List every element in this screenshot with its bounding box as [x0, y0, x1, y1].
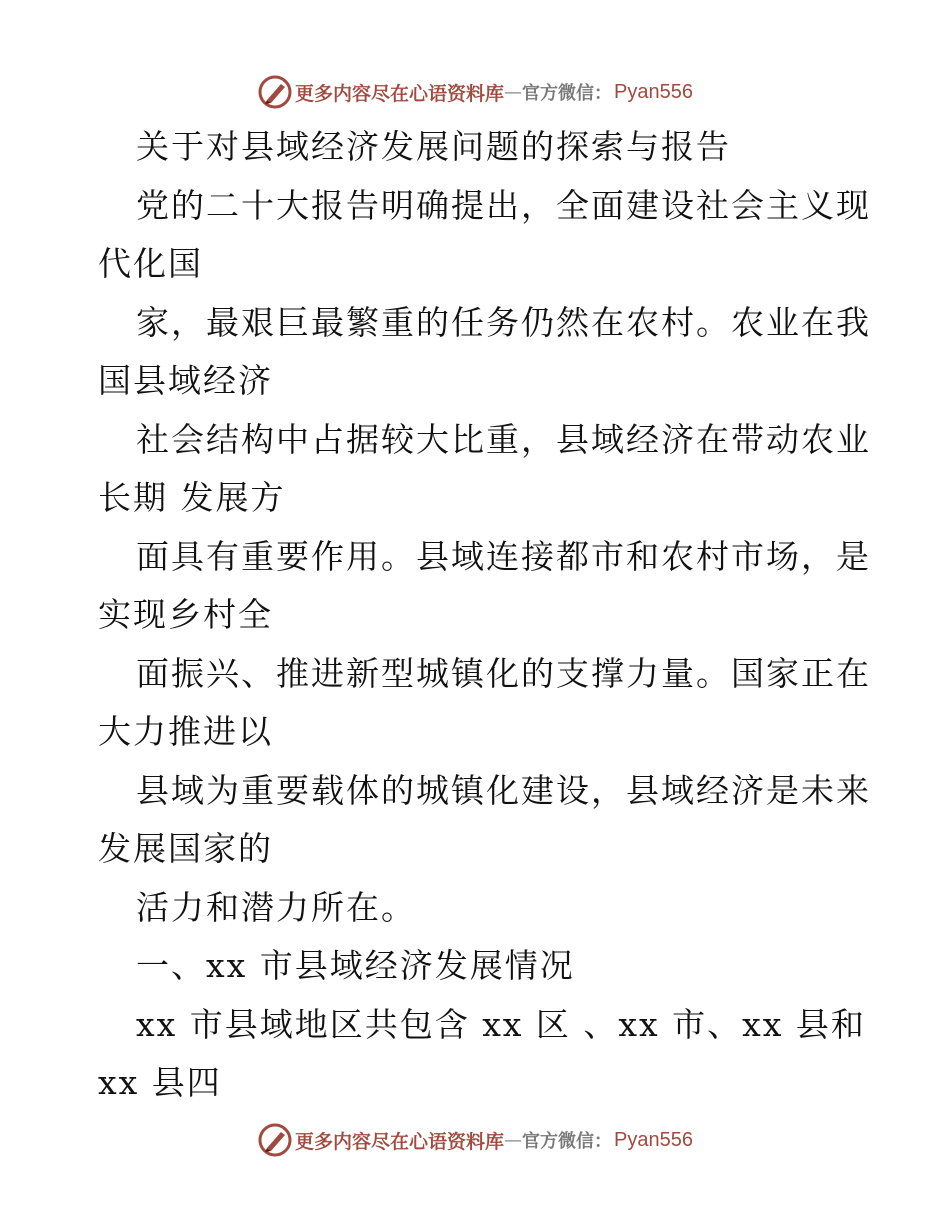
- watermark-wechat-label: 官方微信：: [522, 1131, 613, 1152]
- document-body: [98, 118, 871, 1113]
- watermark-text: 更多内容尽在心语资料库: [295, 1130, 505, 1153]
- pen-logo-icon: [257, 1122, 293, 1158]
- doc-title: 关于对县域经济发展问题的探索与报告: [136, 127, 731, 166]
- doc-line: xx 市县域地区共包含 xx 区 、xx 市、xx 县和: [136, 1004, 866, 1044]
- header-watermark: [0, 72, 950, 112]
- doc-line: 党的二十大报告明确提出，全面建设社会主义现: [136, 185, 871, 225]
- footer-watermark: [0, 1120, 950, 1160]
- doc-line: 长期 发展方: [98, 478, 286, 517]
- watermark-separator: —: [504, 81, 523, 103]
- doc-line: 社会结构中占据较大比重，县域经济在带动农业: [136, 419, 871, 459]
- doc-line: 家，最艰巨最繁重的任务仍然在农村。农业在我: [136, 302, 871, 342]
- watermark-wechat-id: Pyan556: [614, 80, 693, 103]
- doc-line: 代化国: [98, 244, 203, 283]
- doc-line: 国县域经济: [98, 361, 273, 400]
- doc-line: 发展国家的: [98, 829, 273, 868]
- doc-line: 活力和潜力所在。: [136, 887, 416, 927]
- pen-logo-icon: [257, 74, 293, 110]
- doc-line: 大力推进以: [98, 712, 273, 751]
- doc-line: 面振兴、推进新型城镇化的支撑力量。国家正在: [136, 653, 871, 693]
- watermark-separator: —: [504, 1129, 523, 1151]
- doc-line: 实现乡村全: [98, 595, 273, 634]
- watermark-text: 更多内容尽在心语资料库: [295, 82, 505, 105]
- section-heading: 一、xx 市县域经济发展情况: [136, 946, 575, 985]
- doc-line: xx 县四: [98, 1063, 222, 1102]
- doc-line: 面具有重要作用。县域连接都市和农村市场，是: [136, 536, 871, 576]
- watermark-wechat-id: Pyan556: [614, 1128, 693, 1151]
- watermark-wechat-label: 官方微信：: [522, 83, 613, 104]
- doc-line: 县域为重要载体的城镇化建设，县域经济是未来: [136, 770, 871, 810]
